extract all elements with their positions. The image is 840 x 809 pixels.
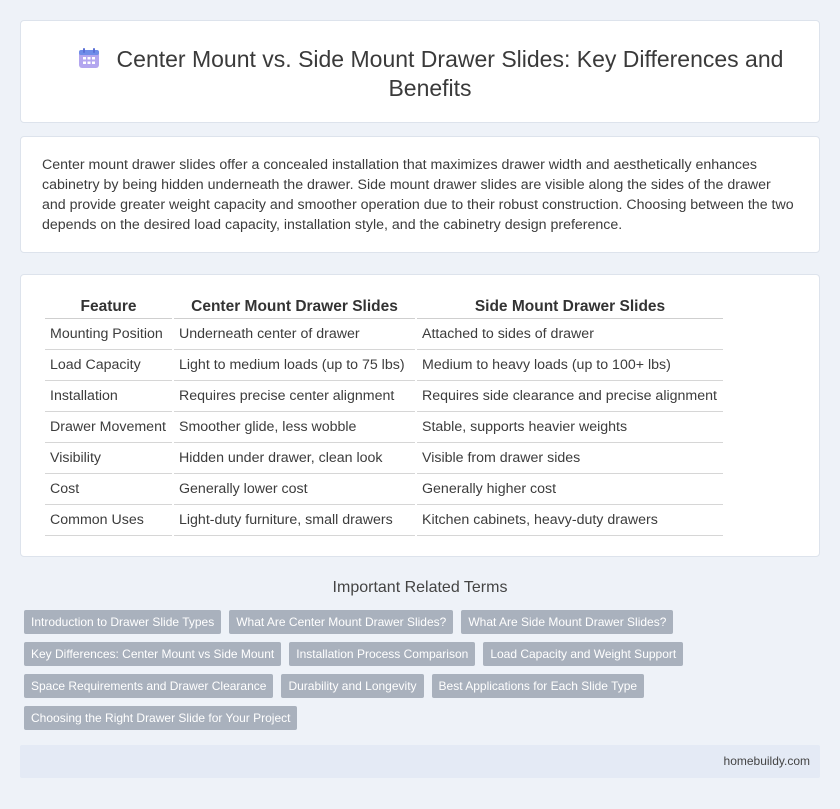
related-term-link[interactable]: What Are Side Mount Drawer Slides? [461,610,673,634]
header-side-mount: Side Mount Drawer Slides [417,295,723,319]
related-term-link[interactable]: What Are Center Mount Drawer Slides? [229,610,453,634]
header-feature: Feature [45,295,172,319]
center-mount-cell: Hidden under drawer, clean look [174,443,415,474]
center-mount-cell: Generally lower cost [174,474,415,505]
center-mount-cell: Light-duty furniture, small drawers [174,505,415,536]
comparison-card [20,274,820,557]
table-row [45,474,723,505]
related-terms-heading: Important Related Terms [332,579,508,596]
center-mount-cell: Underneath center of drawer [174,319,415,350]
related-term-link[interactable]: Introduction to Drawer Slide Types [24,610,221,634]
related-term-link[interactable]: Best Applications for Each Slide Type [432,674,645,698]
footer-bar [20,745,820,778]
title-card [20,20,820,123]
intro-paragraph: Center mount drawer slides offer a concealed installation that maximizes drawer width and aesthetically enhances cabinetry by being hidden underneath the drawer. Side mount drawer slides are visible along the sides of the drawer and provide greater weight capacity and smoother operation due to their robust construction. Choosing between the two depends on the desired load capacity, installation style, and the cabinetry design preference. [42,157,794,233]
comparison-table [43,295,725,536]
side-mount-cell: Requires side clearance and precise alignment [417,381,723,412]
table-row [45,412,723,443]
table-row [45,381,723,412]
feature-cell: Visibility [45,443,172,474]
feature-cell: Mounting Position [45,319,172,350]
feature-cell: Installation [45,381,172,412]
center-mount-cell: Smoother glide, less wobble [174,412,415,443]
side-mount-cell: Stable, supports heavier weights [417,412,723,443]
side-mount-cell: Kitchen cabinets, heavy-duty drawers [417,505,723,536]
side-mount-cell: Medium to heavy loads (up to 100+ lbs) [417,350,723,381]
related-term-link[interactable]: Load Capacity and Weight Support [483,642,683,666]
page-title: Center Mount vs. Side Mount Drawer Slides: Key Differences and Benefits [116,46,784,101]
calendar-icon [77,46,101,70]
table-row [45,443,723,474]
intro-card [20,136,820,253]
table-header-row [45,295,723,319]
center-mount-cell: Requires precise center alignment [174,381,415,412]
related-terms-list [24,610,764,730]
related-term-link[interactable]: Choosing the Right Drawer Slide for Your Project [24,706,297,730]
page-title-block [61,45,799,103]
table-row [45,319,723,350]
table-row [45,505,723,536]
side-mount-cell: Visible from drawer sides [417,443,723,474]
header-center-mount: Center Mount Drawer Slides [174,295,415,319]
center-mount-cell: Light to medium loads (up to 75 lbs) [174,350,415,381]
feature-cell: Drawer Movement [45,412,172,443]
footer-site-link[interactable]: homebuildy.com [723,754,810,768]
feature-cell: Load Capacity [45,350,172,381]
related-term-link[interactable]: Key Differences: Center Mount vs Side Mount [24,642,281,666]
related-term-link[interactable]: Installation Process Comparison [289,642,475,666]
feature-cell: Cost [45,474,172,505]
feature-cell: Common Uses [45,505,172,536]
related-term-link[interactable]: Durability and Longevity [281,674,423,698]
table-row [45,350,723,381]
side-mount-cell: Attached to sides of drawer [417,319,723,350]
related-term-link[interactable]: Space Requirements and Drawer Clearance [24,674,273,698]
side-mount-cell: Generally higher cost [417,474,723,505]
